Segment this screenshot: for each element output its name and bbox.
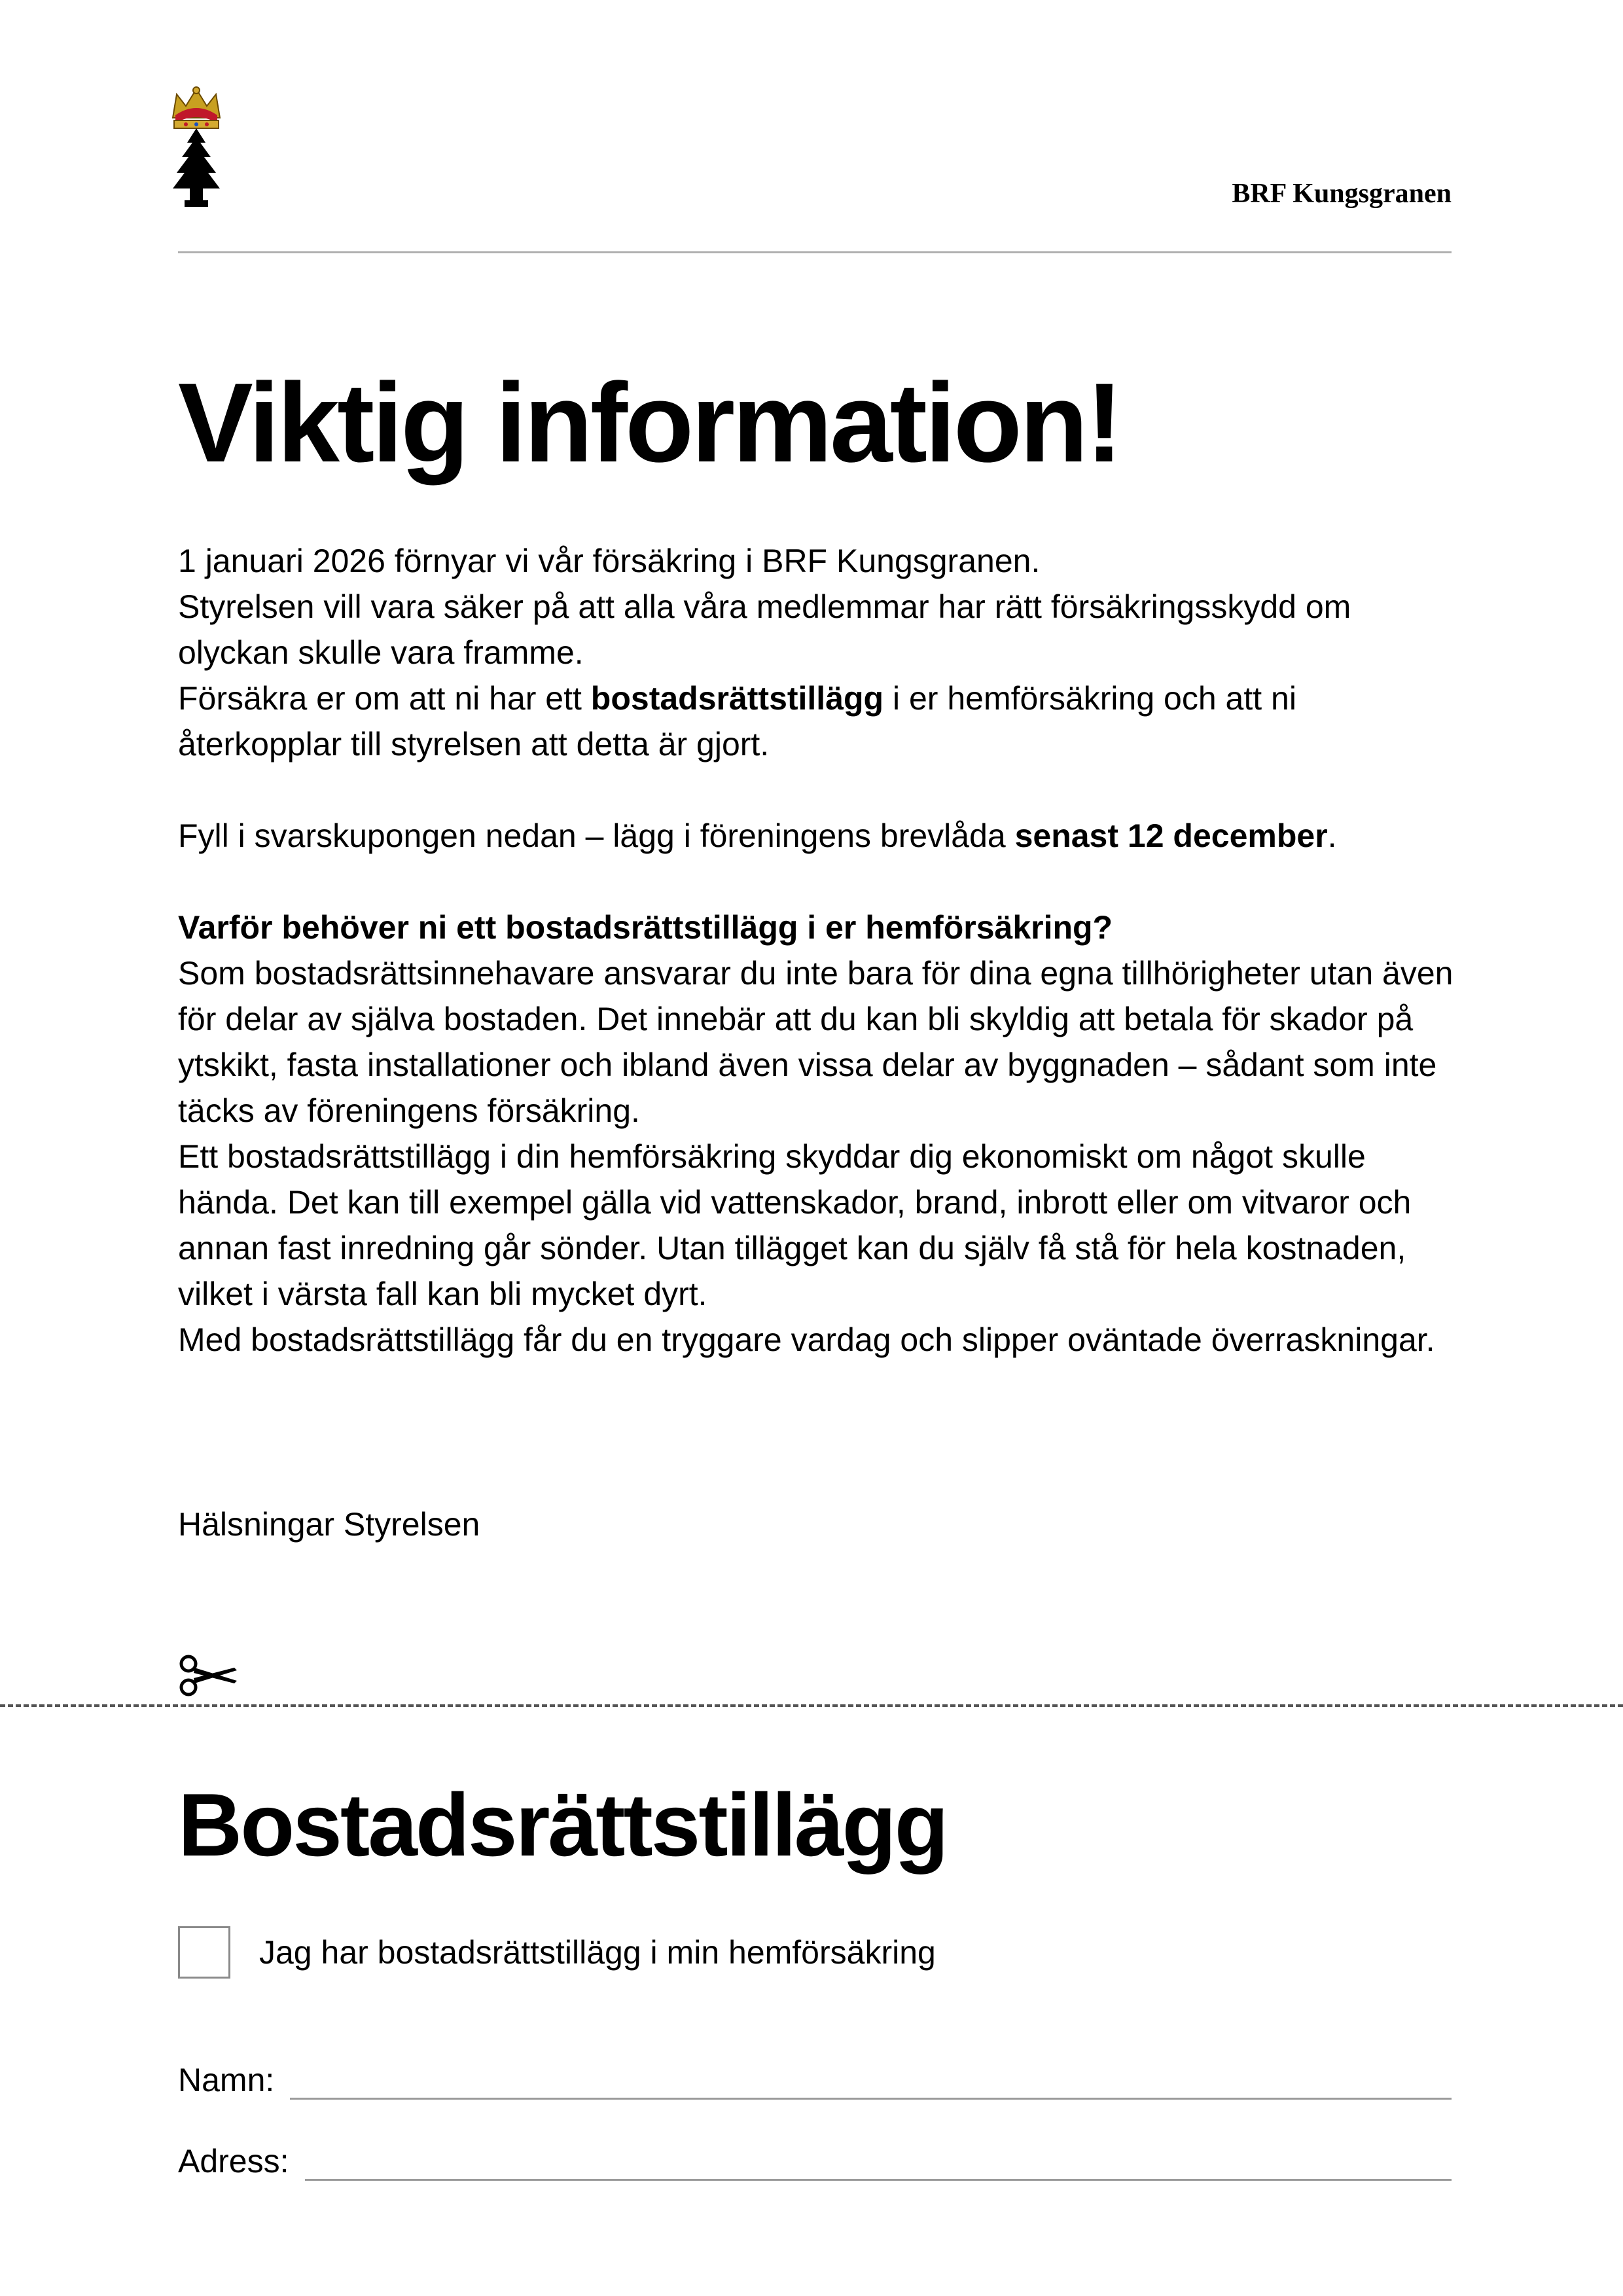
protection-paragraph: Ett bostadsrättstillägg i din hemförsäkring skyddar dig ekonomiskt om något skulle hända. Det kan till exempel gälla vid vattenskador, brand, inbrott eller om vitvaror och annan fast inredning går sönder. Utan tillägget kan du själv få stå för hela kostnaden, vilket i värsta fall kan bli mycket dyrt.	[178, 1138, 1412, 1312]
responsibility-paragraph: Som bostadsrättsinnehavare ansvarar du inte bara för dina egna tillhörigheter utan även för delar av själva bostaden. Det innebär att du kan bli skyldig att betala för skador på ytskikt, fasta installationer och ibland även vissa delar av byggnaden – sådant som inte täcks av föreningens försäkring.	[178, 955, 1454, 1129]
coupon-title: Bostadsrättstillägg	[178, 1775, 947, 1874]
deadline-emphasis: senast 12 december	[1014, 817, 1328, 854]
address-field[interactable]	[305, 2146, 1452, 2181]
coupon-checkbox-row[interactable]	[178, 1924, 936, 1981]
scissors-icon	[178, 1655, 238, 1696]
cut-line	[0, 1704, 1623, 1707]
address-field-row	[178, 2142, 1452, 2181]
greeting: Hälsningar Styrelsen	[178, 1506, 480, 1543]
emphasis-bostadsrattstillagg: bostadsrättstillägg	[590, 680, 884, 717]
name-label: Namn:	[178, 2062, 275, 2098]
board-paragraph: Styrelsen vill vara säker på att alla våra medlemmar har rätt försäkringsskydd om olyckan skulle vara framme.	[178, 588, 1351, 671]
page-title: Viktig information!	[178, 360, 1121, 486]
header-divider	[178, 251, 1452, 253]
crowned-pine-tree-icon	[169, 85, 224, 209]
deadline-paragraph: Fyll i svarskupongen nedan – lägg i föreningens brevlåda senast 12 december.	[178, 817, 1337, 854]
name-field-row	[178, 2060, 1452, 2100]
checkbox-label: Jag har bostadsrättstillägg i min hemförsäkring	[259, 1934, 936, 1971]
bostadsratt-checkbox[interactable]	[178, 1926, 230, 1979]
name-field[interactable]	[290, 2065, 1452, 2100]
why-heading: Varför behöver ni ett bostadsrättstillägg i er hemförsäkring?	[178, 909, 1113, 946]
address-label: Adress:	[178, 2143, 289, 2179]
intro-paragraph: 1 januari 2026 förnyar vi vår försäkring i BRF Kungsgranen.	[178, 543, 1041, 579]
closing-paragraph: Med bostadsrättstillägg får du en tryggare vardag och slipper oväntade överraskningar.	[178, 1321, 1435, 1358]
organization-name: BRF Kungsgranen	[1232, 179, 1452, 209]
ensure-paragraph: Försäkra er om att ni har ett bostadsrättstillägg i er hemförsäkring och att ni återkopplar till styrelsen att detta är gjort.	[178, 680, 1296, 762]
letter-body	[178, 538, 1461, 1363]
